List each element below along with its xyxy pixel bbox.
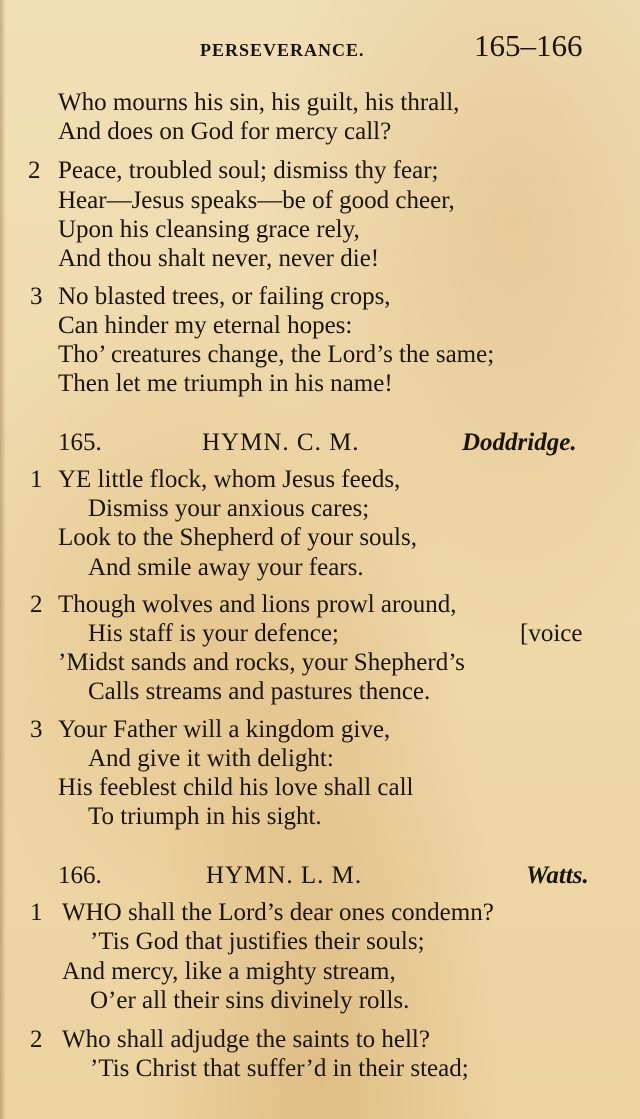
verse-number: 2 [28, 157, 41, 184]
stanza-line: Upon his cleansing grace rely, [58, 216, 360, 243]
stanza-line: Tho’ creatures change, the Lord’s the same; [58, 341, 495, 368]
verse-number: 1 [30, 466, 43, 493]
stanza-line: And thou shalt never, never die! [58, 245, 380, 272]
stanza-line: Then let me triumph in his name! [58, 370, 393, 397]
verse-line: ’Midst sands and rocks, your Shepherd’s [58, 649, 465, 676]
verse-number: 1 [30, 899, 43, 926]
verse-line: His staff is your defence; [88, 620, 339, 647]
verse-line: And mercy, like a mighty stream, [62, 958, 396, 985]
page-edge-shadow [0, 0, 6, 1119]
verse-line: WHO shall the Lord’s dear ones condemn? [62, 899, 494, 926]
hymn-number: 165. [58, 429, 102, 456]
stanza-line: And does on God for mercy call? [58, 118, 392, 145]
verse-line: Who shall adjudge the saints to hell? [62, 1026, 430, 1053]
verse-number: 3 [30, 716, 43, 743]
hymn-author: Doddridge. [462, 429, 577, 456]
verse-line: To triumph in his sight. [88, 803, 322, 830]
verse-line: Dismiss your anxious cares; [88, 495, 370, 522]
verse-line: ’Tis God that justifies their souls; [90, 928, 425, 955]
running-header-section: PERSEVERANCE. [200, 40, 365, 60]
stanza-line: Hear—Jesus speaks—be of good cheer, [58, 187, 455, 214]
stanza-line: No blasted trees, or failing crops, [58, 283, 391, 310]
verse-number: 3 [30, 283, 43, 310]
stanza-line: Peace, troubled soul; dismiss thy fear; [58, 157, 439, 184]
verse-line: His feeblest child his love shall call [58, 774, 414, 801]
stanza-line: Who mourns his sin, his guilt, his thrall, [58, 89, 460, 116]
verse-line: Though wolves and lions prowl around, [58, 591, 457, 618]
verse-line: Look to the Shepherd of your souls, [58, 524, 417, 551]
hymn-author: Watts. [526, 862, 589, 889]
verse-number: 2 [30, 1026, 43, 1053]
verse-number: 2 [30, 591, 43, 618]
verse-line: And smile away your fears. [88, 554, 364, 581]
verse-line-turnover: [voice [520, 620, 583, 647]
verse-line: ’Tis Christ that suffer’d in their stead; [90, 1055, 469, 1082]
verse-line: And give it with delight: [88, 745, 334, 772]
verse-line: O’er all their sins divinely rolls. [90, 987, 410, 1014]
verse-line: Calls streams and pastures thence. [88, 678, 431, 705]
running-header-page-numbers: 165–166 [474, 28, 583, 63]
stanza-line: Can hinder my eternal hopes: [58, 312, 353, 339]
hymn-number: 166. [58, 862, 102, 889]
hymn-title: HYMN. C. M. [202, 429, 360, 456]
verse-line: YE little flock, whom Jesus feeds, [58, 466, 401, 493]
hymn-title: HYMN. L. M. [206, 862, 363, 889]
verse-line: Your Father will a kingdom give, [58, 716, 391, 743]
